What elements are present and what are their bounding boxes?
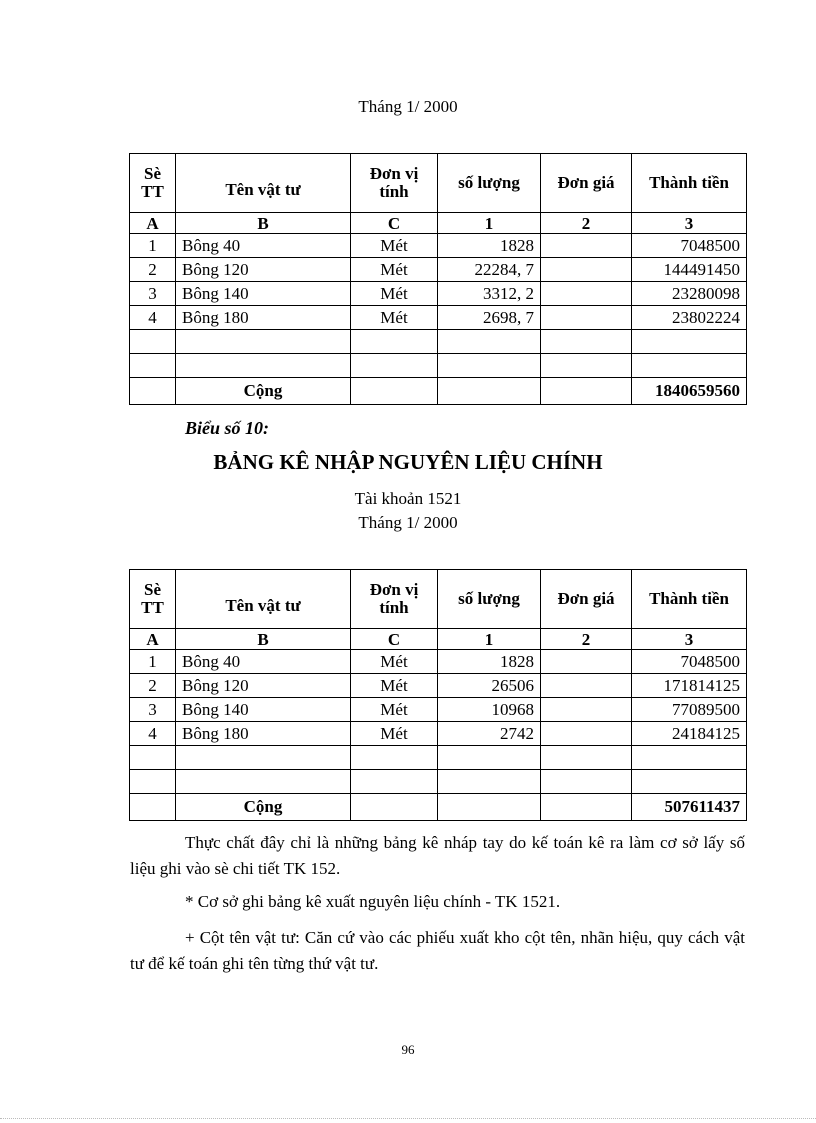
page-number: 96 <box>401 1042 415 1057</box>
header-price: Đơn giá <box>541 154 632 213</box>
header-stt: Sè TT <box>130 154 176 213</box>
table-row <box>130 722 747 746</box>
cell-amount: 77089500 <box>632 698 747 722</box>
letter-cell: B <box>176 629 351 650</box>
table-empty-row <box>130 770 747 794</box>
cell-amount: 144491450 <box>632 258 747 282</box>
table-total-row <box>130 378 747 405</box>
cell-amount: 23802224 <box>632 306 747 330</box>
table-letter-row <box>130 629 747 650</box>
cell-stt: 4 <box>130 722 176 746</box>
cell-qty: 22284, 7 <box>438 258 541 282</box>
cell-stt: 3 <box>130 282 176 306</box>
account-line: Tài khoản 1521 <box>354 489 462 508</box>
table2-month: Tháng 1/ 2000 <box>358 513 458 532</box>
cell-amount: 171814125 <box>632 674 747 698</box>
cell-qty: 10968 <box>438 698 541 722</box>
total-amount: 1840659560 <box>632 378 747 405</box>
table-header-row <box>130 570 747 629</box>
header-price: Đơn giá <box>541 570 632 629</box>
cell-qty: 2698, 7 <box>438 306 541 330</box>
letter-cell: C <box>351 213 438 234</box>
table-total-row <box>130 794 747 821</box>
table-row <box>130 306 747 330</box>
table-row <box>130 674 747 698</box>
total-amount: 507611437 <box>632 794 747 821</box>
letter-cell: A <box>130 213 176 234</box>
table-header-row <box>130 154 747 213</box>
cell-stt: 3 <box>130 698 176 722</box>
cell-unit: Mét <box>351 282 438 306</box>
cell-unit: Mét <box>351 698 438 722</box>
footer-divider <box>0 1118 816 1119</box>
table-row <box>130 698 747 722</box>
header-amount: Thành tiền <box>632 570 747 629</box>
cell-price <box>541 650 632 674</box>
cell-qty: 1828 <box>438 650 541 674</box>
total-label: Cộng <box>176 794 351 821</box>
header-amount: Thành tiền <box>632 154 747 213</box>
letter-cell: 3 <box>632 629 747 650</box>
cell-name: Bông 180 <box>176 722 351 746</box>
cell-stt: 2 <box>130 674 176 698</box>
table2 <box>129 569 747 821</box>
cell-unit: Mét <box>351 722 438 746</box>
letter-cell: 3 <box>632 213 747 234</box>
cell-stt: 1 <box>130 234 176 258</box>
table-row <box>130 650 747 674</box>
letter-cell: 1 <box>438 213 541 234</box>
table-row <box>130 234 747 258</box>
table1 <box>129 153 747 405</box>
cell-price <box>541 258 632 282</box>
cell-qty: 26506 <box>438 674 541 698</box>
cell-amount: 23280098 <box>632 282 747 306</box>
letter-cell: B <box>176 213 351 234</box>
cell-qty: 3312, 2 <box>438 282 541 306</box>
cell-stt: 4 <box>130 306 176 330</box>
header-qty: số lượng <box>438 570 541 629</box>
table-empty-row <box>130 746 747 770</box>
cell-name: Bông 140 <box>176 282 351 306</box>
letter-cell: 2 <box>541 213 632 234</box>
document-title: BẢNG KÊ NHẬP NGUYÊN LIỆU CHÍNH <box>213 450 603 474</box>
letter-cell: 1 <box>438 629 541 650</box>
cell-price <box>541 234 632 258</box>
cell-amount: 7048500 <box>632 234 747 258</box>
header-name: Tên vật tư <box>176 570 351 629</box>
cell-amount: 7048500 <box>632 650 747 674</box>
header-name: Tên vật tư <box>176 154 351 213</box>
cell-amount: 24184125 <box>632 722 747 746</box>
table-letter-row <box>130 213 747 234</box>
header-unit: Đơn vị tính <box>351 570 438 629</box>
cell-stt: 2 <box>130 258 176 282</box>
header-qty: số lượng <box>438 154 541 213</box>
total-label: Cộng <box>176 378 351 405</box>
cell-name: Bông 120 <box>176 258 351 282</box>
paragraph-2: * Cơ sở ghi bảng kê xuất nguyên liệu chính - TK 1521. <box>185 892 561 911</box>
cell-unit: Mét <box>351 674 438 698</box>
cell-unit: Mét <box>351 306 438 330</box>
letter-cell: A <box>130 629 176 650</box>
cell-price <box>541 306 632 330</box>
cell-name: Bông 120 <box>176 674 351 698</box>
cell-stt: 1 <box>130 650 176 674</box>
table1-month: Tháng 1/ 2000 <box>358 97 458 116</box>
table-row <box>130 282 747 306</box>
form-number-label: Biểu số 10: <box>185 418 270 438</box>
table-empty-row <box>130 330 747 354</box>
cell-unit: Mét <box>351 650 438 674</box>
cell-unit: Mét <box>351 258 438 282</box>
cell-qty: 1828 <box>438 234 541 258</box>
letter-cell: 2 <box>541 629 632 650</box>
cell-name: Bông 40 <box>176 234 351 258</box>
cell-price <box>541 282 632 306</box>
letter-cell: C <box>351 629 438 650</box>
cell-name: Bông 40 <box>176 650 351 674</box>
cell-unit: Mét <box>351 234 438 258</box>
cell-name: Bông 180 <box>176 306 351 330</box>
header-unit: Đơn vị tính <box>351 154 438 213</box>
paragraph-3: + Cột tên vật tư: Căn cứ vào các phiếu xuất kho cột tên, nhãn hiệu, quy cách vật tư để kế toán ghi tên từng thứ vật tư. <box>130 928 745 973</box>
cell-price <box>541 698 632 722</box>
cell-qty: 2742 <box>438 722 541 746</box>
cell-name: Bông 140 <box>176 698 351 722</box>
table-empty-row <box>130 354 747 378</box>
table-row <box>130 258 747 282</box>
paragraph-1: Thực chất đây chỉ là những bảng kê nháp tay do kế toán kê ra làm cơ sở lấy số liệu ghi vào sè chi tiết TK 152. <box>130 833 745 878</box>
cell-price <box>541 674 632 698</box>
cell-price <box>541 722 632 746</box>
header-stt: Sè TT <box>130 570 176 629</box>
